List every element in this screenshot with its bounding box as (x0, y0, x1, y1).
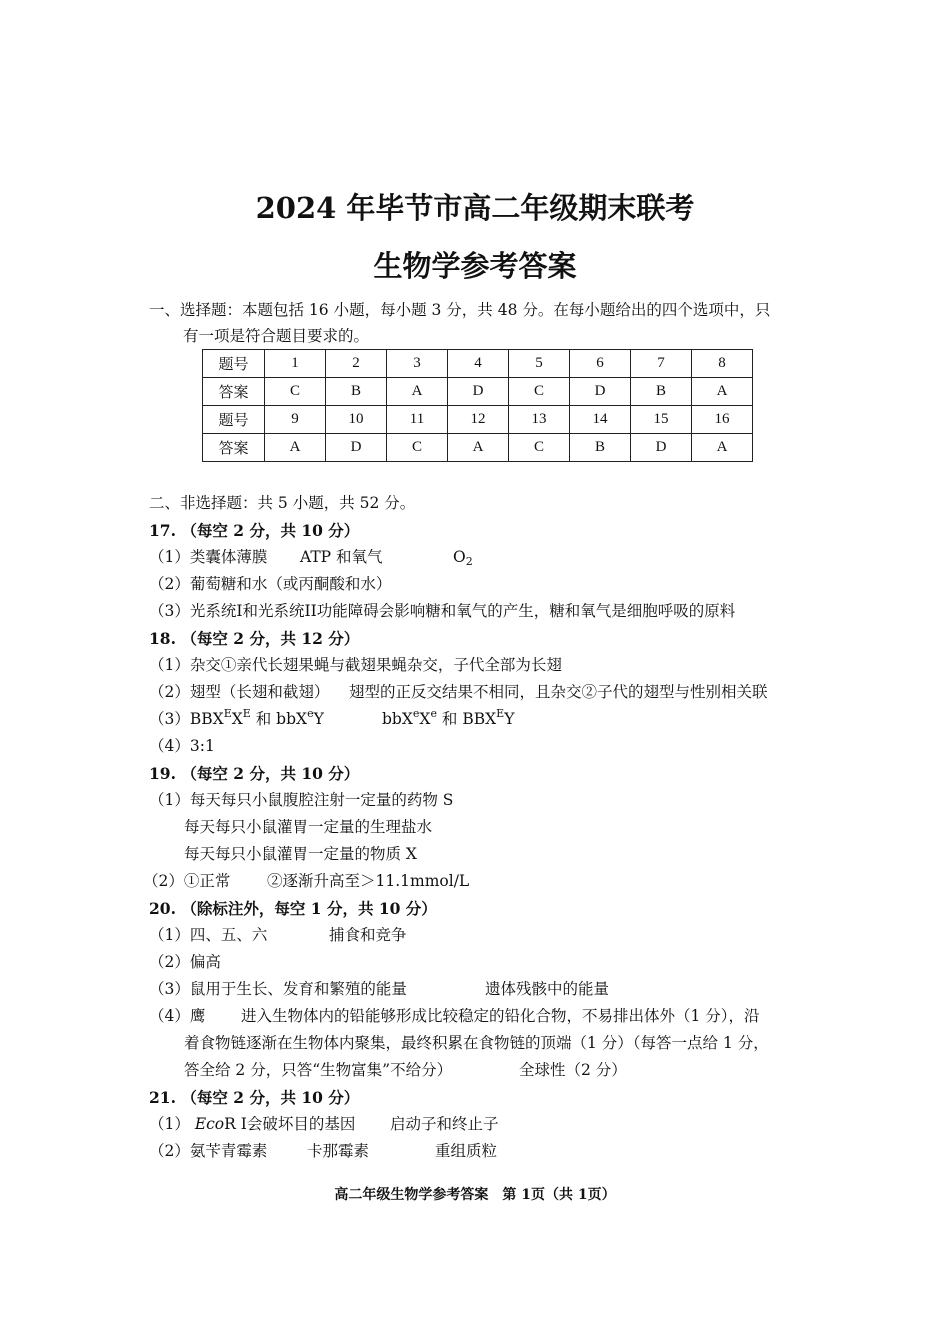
genotype-text: X (419, 710, 431, 728)
table-cell: D (326, 434, 387, 462)
q19-answer-1: （1）每天每只小鼠腹腔注射一定量的药物 S (149, 791, 454, 809)
q20-answer-3a: （3）鼠用于生长、发育和繁殖的能量 (149, 980, 407, 998)
section2-intro: 二、非选择题：共 5 小题，共 52 分。 (149, 494, 416, 512)
q20-answer-1b: 捕食和竞争 (329, 926, 407, 944)
q20-heading: 20. （除标注外，每空 1 分，共 10 分） (149, 899, 437, 918)
q20-answer-1a: （1）四、五、六 (149, 926, 268, 944)
q20-answer-4b: 进入生物体内的铅能够形成比较稳定的铅化合物，不易排出体外（1 分），沿 (241, 1007, 760, 1025)
table-cell: B (326, 378, 387, 406)
q17-answer-1c-sub: 2 (465, 555, 473, 568)
table-cell: C (387, 434, 448, 462)
table-cell: D (631, 434, 692, 462)
q20-answer-4-line2: 着食物链逐渐在生物体内聚集，最终积累在食物链的顶端（1 分）（每答一点给 1 分， (184, 1034, 769, 1052)
q19-answer-1-line2: 每天每只小鼠灌胃一定量的生理盐水 (184, 818, 433, 836)
q17-answer-1c-text: O (453, 548, 466, 566)
q21-answer-2a: （2）氨苄青霉素 (149, 1142, 268, 1160)
q18-answer-3b (382, 706, 514, 733)
genotype-sup: e (307, 707, 314, 720)
q19-answer-1-line3: 每天每只小鼠灌胃一定量的物质 X (184, 845, 417, 863)
table-cell: 13 (509, 406, 570, 434)
genotype-text: Y (504, 710, 515, 728)
answer-table (202, 349, 753, 462)
q18-answer-4: （4）3:1 (149, 737, 215, 755)
table-cell: D (570, 378, 631, 406)
genotype-sup: E (496, 707, 505, 720)
q18-answer-1: （1）杂交①亲代长翅果蝇与截翅果蝇杂交，子代全部为长翅 (149, 656, 562, 674)
table-row (203, 434, 753, 462)
q17-answer-1a: （1）类囊体薄膜 (149, 548, 268, 566)
q18-heading: 18. （每空 2 分，共 12 分） (149, 629, 360, 648)
q18-answer-2b: 翅型的正反交结果不相同，且杂交②子代的翅型与性别相关联 (349, 683, 768, 701)
page-subtitle: 生物学参考答案 (373, 249, 577, 283)
table-row (203, 378, 753, 406)
genotype-text: BBX (189, 710, 224, 728)
q19-heading: 19. （每空 2 分，共 10 分） (149, 764, 360, 783)
table-cell: 11 (387, 406, 448, 434)
table-cell: D (448, 378, 509, 406)
table-cell: 6 (570, 350, 631, 378)
table-cell: C (265, 378, 326, 406)
table-cell: 答案 (203, 378, 265, 406)
table-cell: 答案 (203, 434, 265, 462)
section1-intro-line2: 有一项是符合题目要求的。 (183, 327, 370, 345)
q17-answer-1c (453, 544, 473, 571)
table-cell: C (509, 378, 570, 406)
section1-intro-line1: 一、选择题：本题包括 16 小题，每小题 3 分，共 48 分。在每小题给出的四个选项中，只 (149, 301, 771, 319)
q21-prefix: （1） (149, 1115, 190, 1133)
table-cell: A (265, 434, 326, 462)
page-title: 2024 年毕节市高二年级期末联考 (255, 191, 695, 225)
table-row (203, 406, 753, 434)
q20-answer-4-line3: 答全给 2 分，只答“生物富集”不给分） (184, 1061, 453, 1079)
table-cell: 16 (692, 406, 753, 434)
q17-heading: 17. （每空 2 分，共 10 分） (149, 521, 360, 540)
table-cell: 题号 (203, 350, 265, 378)
table-cell: 15 (631, 406, 692, 434)
q17-answer-3: （3）光系统I和光系统II功能障碍会影响糖和氧气的产生，糖和氧气是细胞呼吸的原料 (149, 602, 736, 620)
genotype-sup: E (223, 707, 232, 720)
q19-answer-2b: ②逐渐升高至＞11.1mmol/L (267, 872, 470, 890)
table-cell: 12 (448, 406, 509, 434)
table-cell: 8 (692, 350, 753, 378)
table-cell: 2 (326, 350, 387, 378)
genotype-text: bbX (382, 710, 413, 728)
q17-answer-2: （2）葡萄糖和水（或丙酮酸和水） (149, 575, 392, 593)
q21-answer-2c: 重组质粒 (435, 1142, 498, 1160)
table-cell: A (692, 378, 753, 406)
genotype-text: BBX (462, 710, 497, 728)
table-cell: B (570, 434, 631, 462)
q18-answer-3a (149, 706, 324, 733)
table-cell: A (387, 378, 448, 406)
table-cell: 7 (631, 350, 692, 378)
table-cell: B (631, 378, 692, 406)
table-cell: 1 (265, 350, 326, 378)
enzyme-name-italic: Eco (194, 1115, 225, 1133)
table-row (203, 350, 753, 378)
genotype-text: bbX (276, 710, 308, 728)
q20-answer-4a: （4）鹰 (149, 1007, 206, 1025)
genotype-and: 和 (436, 710, 463, 728)
q18-prefix: （3） (149, 710, 190, 728)
q18-answer-2a: （2）翅型（长翅和截翅） (149, 683, 330, 701)
table-cell: 9 (265, 406, 326, 434)
table-cell: 4 (448, 350, 509, 378)
table-cell: 5 (509, 350, 570, 378)
genotype-and: 和 (250, 710, 277, 728)
table-cell: A (448, 434, 509, 462)
q20-answer-3b: 遗体残骸中的能量 (485, 980, 610, 998)
genotype-sup: e (412, 707, 420, 720)
q21-answer-1a (149, 1111, 355, 1138)
q19-answer-2a: （2）①正常 (143, 872, 231, 890)
q21-heading: 21. （每空 2 分，共 10 分） (149, 1088, 360, 1107)
genotype-text: Y (313, 710, 324, 728)
table-cell: A (692, 434, 753, 462)
page-footer: 高二年级生物学参考答案 第 1页（共 1页） (334, 1187, 616, 1203)
q17-answer-1b: ATP 和氧气 (300, 548, 383, 566)
q21-answer-1a-text: R I会破坏目的基因 (224, 1115, 356, 1133)
table-cell: 10 (326, 406, 387, 434)
table-cell: 题号 (203, 406, 265, 434)
q21-answer-2b: 卡那霉素 (307, 1142, 370, 1160)
q20-answer-2: （2）偏高 (149, 953, 221, 971)
genotype-sup: E (242, 707, 251, 720)
q21-answer-1b: 启动子和终止子 (390, 1115, 499, 1133)
genotype-sup: e (430, 707, 437, 720)
genotype-text: X (231, 710, 243, 728)
table-cell: C (509, 434, 570, 462)
q20-answer-5: 全球性（2 分） (519, 1061, 627, 1079)
table-cell: 14 (570, 406, 631, 434)
table-cell: 3 (387, 350, 448, 378)
